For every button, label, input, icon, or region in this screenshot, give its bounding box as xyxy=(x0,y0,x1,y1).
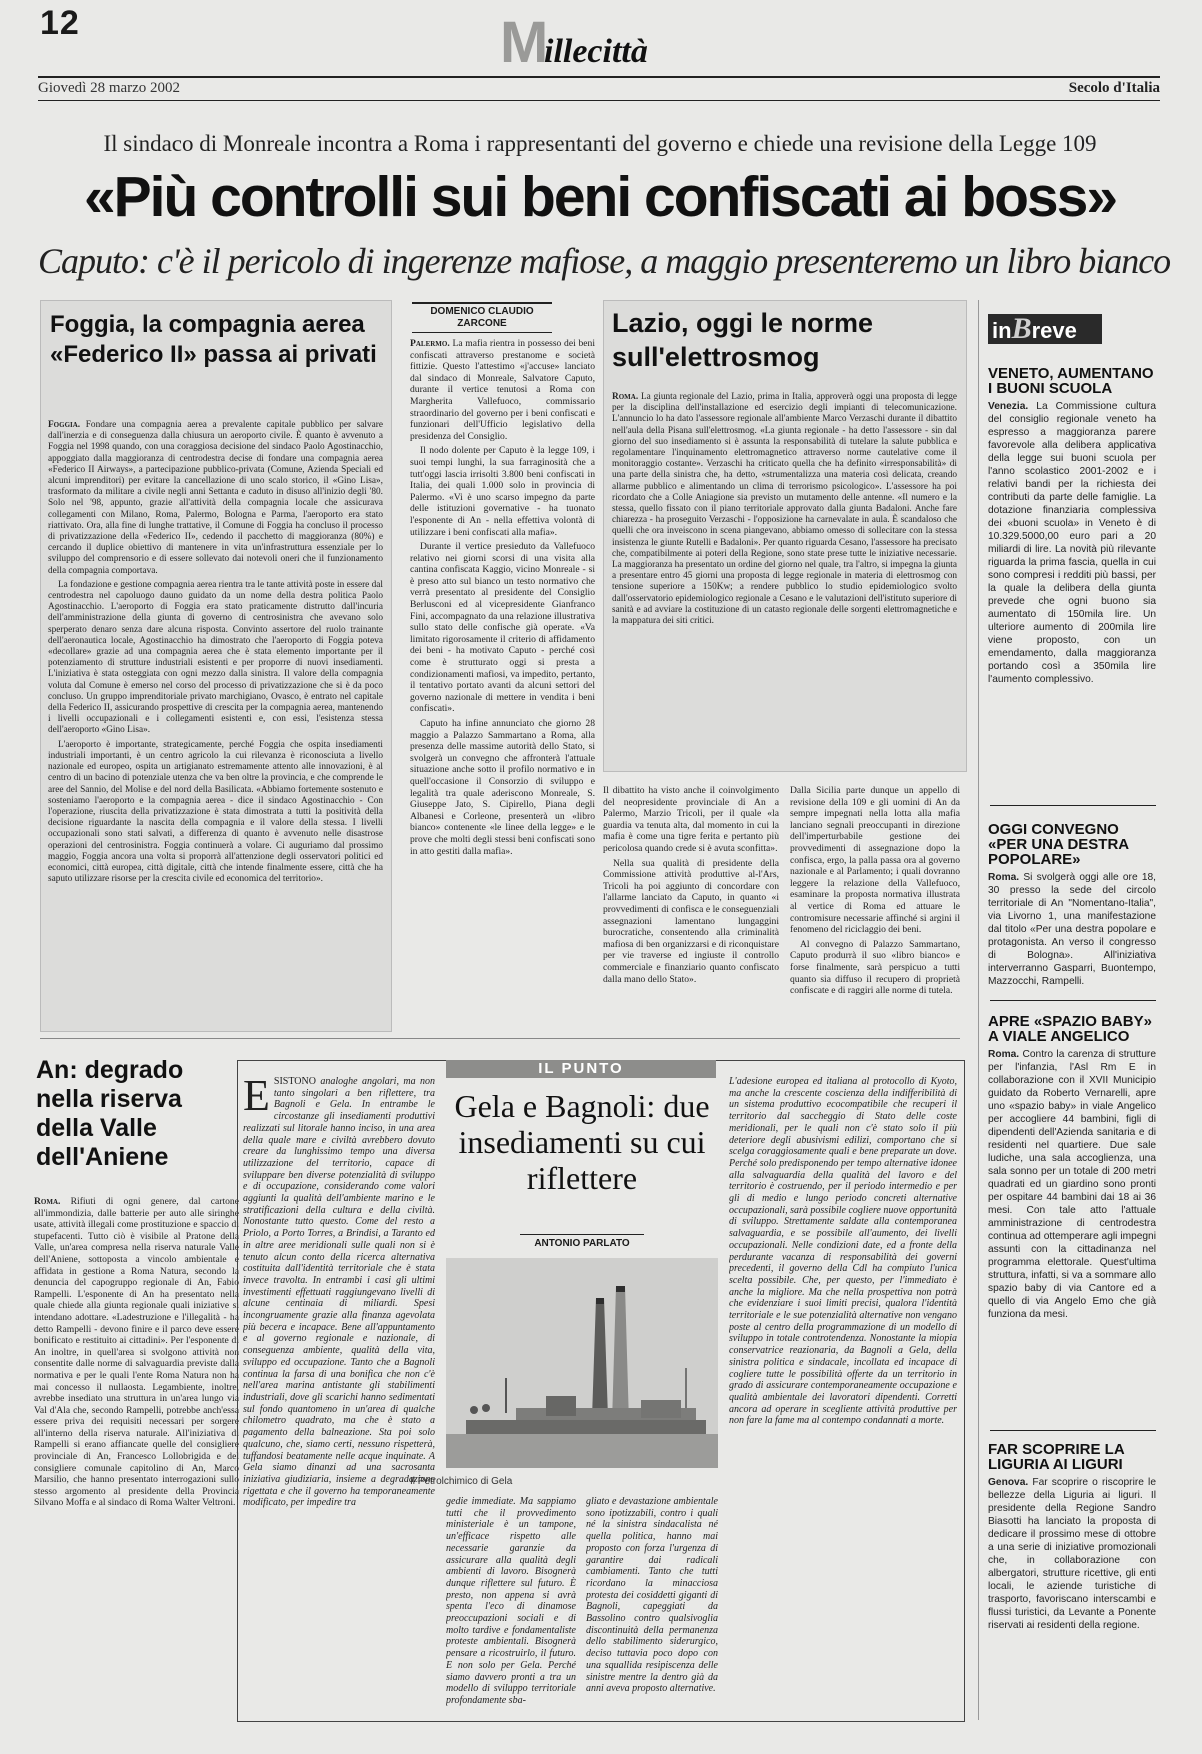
lead-byline: DOMENICO CLAUDIO ZARCONE xyxy=(412,302,552,333)
brief-divider-3 xyxy=(990,1430,1156,1431)
lead-cont-paragraph-4: Al convegno di Palazzo Sammartano, Caputo produrrà il suo «libro bianco» e forse finalmente, sarà perspicuo a tutti quanto sia diffuso il recupero di proprietà confiscate e di raggiri alle norme di tutela. xyxy=(790,938,960,997)
lazio-headline: Lazio, oggi le norme sull'elettrosmog xyxy=(612,308,874,372)
ilpunto-column-2 xyxy=(446,1496,576,1716)
ilpunto-lead-caps: SISTONO xyxy=(273,1076,316,1087)
lead-kicker: Il sindaco di Monreale incontra a Roma i rappresentanti del governo e chiede una revisione della Legge 109 xyxy=(103,131,1097,156)
section-name: illecittà xyxy=(544,33,648,70)
lead-cont-paragraph-2: Nella sua qualità di presidente della Commissione attività produttive al-l'Ars, Tricoli ha poi aggiunto di concordare con l'allarme lanciato da Caputo, in quanto «i provvedimenti di confisca e le conseguenziali assegnazioni lamentano lungaggini burocratiche, consentendo alla criminalità mafiosa di ben organizzarsi e di riconquistare per vie traverse ed ingiuste il controllo commerciale e finanziario quanto confiscato dalla mano dello Stato». xyxy=(603,857,779,985)
brief-divider-2 xyxy=(990,1000,1156,1001)
masthead-rule-top xyxy=(38,76,1160,78)
ilpunto-text-1: analoghe angolari, ma non tanto singolari a ben riflettere, tra Bagnoli e Gela. In entrambe le circostanze gli insediamenti produttivi realizzati sul litorale hanno inciso, in una area della quale mare e civiltà avrebbero dovuto creare da lunghissimo tempo una diversa utilizzazione del territorio, capace di sviluppare ben diverse potenzialità di sviluppo e di occupazione, considerando come valori aggiunti la qualità dell'ambiente marino e le stratificazioni della cultura e della civiltà. Nonostante tutto questo. Come del resto a Priolo, a Porto Torres, a Brindisi, a Taranto ed in altre aree meridionali sulle quali non si è tenuto alcun conto della ricerca alternativa costituita dall'identità territoriale che è stata invece travolta. In entrambi i casi gli ultimi investimenti effettuati raggiungevano livelli di alcune centinaia di miliardi. Spesi incongruamente grazie alla finanza agevolata più becera e incapace. Bene all'appuntamento e al governo regionale e nazionale, di conseguenza ambiente, qualità della vita, sviluppo ed occupazione. Tanto che a Bagnoli continua la farsa di una bonifica che non c'è nell'area marina antistante gli stabilimenti industriali, dove gli scarichi hanno sedimentati sul fondo quantomeno in un'area di qualche chilometro quadrato, ma che è stato a pagamento della balneazione. Sta poi solo qualcuno, che, siamo certi, nessuno rispetterà, tuffandosi beatamente nelle acque inquinate. A Gela siamo dinanzi ad una sacrosanta iniziativa giudiziaria, insieme a degradazione rigettata e che il governo ha temporaneamente modificato, per impedire tra xyxy=(243,1076,435,1509)
photo-caption: Il Petrolchimico di Gela xyxy=(410,1476,513,1487)
brief-spazio-baby-place: Roma. xyxy=(988,1049,1020,1060)
lead-cont-paragraph-3: Dalla Sicilia parte dunque un appello di revisione della 109 e gli uomini di An da sempre impegnati nella lotta alla mafia lanciano segnali preoccupanti in direzione dell'imperturbabile gestione dei provvedimenti di assegnazione dopo la confisca, ergo, la palla passa ora al governo nazionale e al Parlamento; i quali dovranno leggere la relazione della Vallefuoco, esaminare la proposta normativa illustrata al vertice di Roma ed attuare le contromisure necessarie affinché si argini il fenomeno del riciclaggio dei beni. xyxy=(790,785,960,936)
aniene-place: Roma. xyxy=(34,1196,61,1207)
ilpunto-text-3: gliato e devastazione ambientale sono ipotizzabili, contro i quali né la sinistra sindacalista né quella politica, hanno mai proposto con forza l'urgenza di garantire dai radicali cambiamenti. Tanto che tutti ricordano la minacciosa protesta dei cosiddetti giganti di Bagnoli, capeggiati da Bassolino contro qualsivoglia discontinuità della permanenza dello stabilimento siderurgico, deciso tuttavia poco dopo con una squallida resipiscenza delle sinistre mentre la dentro già da anni aveva proposto alternative. xyxy=(586,1496,718,1695)
brief-veneto-headline: VENETO, AUMENTANO I BUONI SCUOLA xyxy=(988,365,1154,397)
ilpunto-column-3 xyxy=(586,1496,718,1716)
lead-place: Palermo. xyxy=(410,338,450,349)
ilpunto-label: IL PUNTO xyxy=(446,1060,716,1078)
petrolchemical-photo xyxy=(446,1258,718,1468)
lead-column-1 xyxy=(410,338,595,1028)
brief-veneto xyxy=(988,366,1156,686)
brief-liguria-text: Far scoprire o riscoprire le bellezze della Liguria ai liguri. Il presidente della Regione Sandro Biasotti ha lanciato la proposta di dedicare il prossimo mese di ottobre a una serie di iniziative promozionali che, in collaborazione con albergatori, strutture ricettive, gli enti locali, le aziende turistiche di trasporto, favoriscano interscambi e flussi turistici, da Levante a Ponente riservati ai residenti della regione. xyxy=(988,1477,1156,1631)
section-initial: M xyxy=(500,10,549,75)
lead-paragraph-3: Durante il vertice presieduto da Vallefuoco relativo nei giorni scorsi di una visita alla cantina confiscata Kaggio, vicino Monreale - si è preso atto sul bianco un testo normativo che verrà presentato al presidente del Consiglio Berlusconi ed al vicepresidente Gianfranco Fini, accompagnato da una relazione illustrativa sullo stato delle confische già operate. «Va limitato rigorosamente il criterio di affidamento dei beni - ha motivato Caputo - perché così come è strutturato oggi si presta a condizionamenti mafiosi, va impedito, pertanto, il tentativo portato avanti da alcuni settori del governo nazionale di mettere in vendita i beni confiscati». xyxy=(410,541,595,715)
lazio-body xyxy=(612,392,957,762)
brief-liguria-headline: FAR SCOPRIRE LA LIGURIA AI LIGURI xyxy=(988,1441,1125,1473)
inbreve-prefix: in xyxy=(992,318,1012,343)
section-divider xyxy=(40,1038,960,1039)
lead-subheadline: Caputo: c'è il pericolo di ingerenze mafiose, a maggio presenteremo un libro bianco xyxy=(38,241,1171,281)
masthead-rule-bottom xyxy=(38,100,1160,101)
lazio-place: Roma. xyxy=(612,392,639,402)
page-number: 12 xyxy=(40,4,80,42)
brief-liguria xyxy=(988,1442,1156,1632)
lead-column-3 xyxy=(790,785,960,1030)
foggia-headline: Foggia, la compagnia aerea «Federico II» passa ai privati xyxy=(50,311,377,368)
brief-veneto-text: La Commissione cultura del consiglio regionale veneto ha espresso a maggioranza parere favorevole alla delibera applicativa della legge sui buoni scuola per l'anno scolastico 2001-2002 e i relativi bandi per la richiesta dei contributi da parte delle famiglie. La dotazione finanziaria complessiva dei «buoni scuola» in Veneto è di 10.329.5000,00 euro pari a 20 miliardi di lire. La novità più rilevante riguarda la prima fascia, quella in cui sono compresi i redditi più bassi, per la quale la delibera della giunta prevede che ogni buono sia aumentato di 150mila lire. Un ulteriore aumento di 200mila lire viene proposto, con un emendamento, dalla maggioranza portando così a 350mila lire l'aumento complessivo. xyxy=(988,401,1156,685)
inbreve-suffix: reve xyxy=(1031,318,1077,343)
ilpunto-byline-rule xyxy=(520,1234,644,1235)
brief-destra xyxy=(988,822,1156,988)
ilpunto-text-4: L'adesione europea ed italiana al protocollo di Kyoto, ma anche la crescente coscienza della indifferibilità di un sistema produttivo ecocompatibile che recuperi il territorio dal saccheggio di Stato delle coste meridionali, per le quali non c'è stato solo il più deteriore degli abusivismi edilizi, comportano che si scelga coraggiosamente quali e bene preparate un dove. Perché solo predisponendo per tempo alternative idonee alla salvaguardia della qualità del lavoro e del territorio è costruendo, per il periodo intermedio e per gli di medio e lungo periodo concreti alternative occupazionali, sarà possibile cogliere nuove opportunità di sviluppo. Strettamente saldate alla contemporanea salvaguardia, e se possibile all'aumento, dei livelli occupazionali. Nelle condizioni date, ed a fronte della perdurante vacanza di responsabilità dei governi precedenti, il governo della Cdl ha compiuto l'unica scelta possibile. Che, per questo, per l'immediato è anche la migliore. Ma che nella prospettiva non potrà che evidenziare i suoi limiti precisi, qualora l'identità territoriale e le sue potenzialità alternative non vengano poste al centro della programmazione di un modello di sviluppo in totale controtendenza. Nonostante la miopia conservatrice reazionaria, da Bagnoli a Gela, della sinistra politica e sindacale, incollata ed incapace di cogliere tutte le possibilità offerte da un territorio in grado di assicurare contemporaneamente occupazione e qualità ambientale dei lavoratori dipendenti. Corretti ancora ad operare in scegliente attività produttive per non fare la fame ma al contempo condannati a morte. xyxy=(729,1076,957,1427)
inbreve-letter: B xyxy=(1011,312,1032,345)
foggia-paragraph-3: L'aeroporto è importante, strategicamente, perché Foggia che ospita insediamenti industriali importanti, è un centro agricolo la cui rilevanza è riconosciuta a livello nazionale ed europeo, ospita un artigianato estremamente attento alle innovazioni, è al centro di un bacino di potenziale utenza che va ben oltre la provincia, e che comprende le aree del Sannio, del Molise e del nord della Basilicata. «Abbiamo fortemente sostenuto e sosteniamo l'aeroporto e la compagnia aerea - dice il sindaco Agostinacchio - Con l'operazione, riuscita della privatizzazione è stata dimostrata a tutti la positività della decisione riguardante la nascita della compagnia e il valore della stessa. I livelli occupazionali sono stati salvati, a differenza di quanto è avvenuto nelle disastrose operazioni del centrosinistra. Foggia continuerà a volare. Ci auguriamo dal prossimo maggio, Foggia ancora una volta si proporrà all'attenzione degli osservatori politici ed economici, città europea, città digitale, città che intende finalmente essere, città che ha saputo utilizzare risorse per la crescita civile ed economica del territorio». xyxy=(48,739,383,885)
aniene-body xyxy=(34,1196,239,1696)
lead-paragraph-1: La mafia rientra in possesso dei beni confiscati attraverso prestanome e società fittizie. Questo l'attestimo «j'accuse» lanciato dal sindaco di Monreale, Salvatore Caputo, durante il vertice tenutosi a Roma con Margherita Vallefuoco, commissario straordinario del governo per i beni confiscati e funzionari dell'Ufficio legislativo della presidenza del Consiglio. xyxy=(410,338,595,442)
brief-spazio-baby xyxy=(988,1014,1156,1321)
brief-destra-place: Roma. xyxy=(988,872,1020,883)
brief-veneto-place: Venezia. xyxy=(988,401,1029,412)
ilpunto-byline: ANTONIO PARLATO xyxy=(534,1238,630,1249)
ilpunto-headline: Gela e Bagnoli: due insediamenti su cui riflettere xyxy=(454,1088,710,1196)
lead-paragraph-2: Il nodo dolente per Caputo è la legge 109, i suoi tempi lunghi, la sua farraginosità che a tutt'oggi lascia irrisolti 3.800 beni confiscati in Italia, dei quali 1.000 solo in provincia di Palermo. «Vi è uno scarso impegno da parte delle istituzioni governative - ha tuonato l'esponente di An - nella effettiva volontà di utilizzare i beni confiscati alla mafia». xyxy=(410,445,595,538)
issue-date: Giovedì 28 marzo 2002 xyxy=(38,80,181,96)
aniene-paragraph-1: Rifiuti di ogni genere, dal cartone all'immondizia, dalle batterie per auto alle siringhe usate, attività illegali come prostituzione e spaccio di stupefacenti. Tutto ciò è visibile al Pratone della Valle, un'area compresa nella riserva naturale Valle dell'Aniene, sottoposta a vincolo ambientale e affidata in gestione a Roma Natura, secondo la denuncia del capogruppo regionale di An, Fabio Rampelli. L'esponente di An ha presentato nella quale chiede alla giunta regionale quali iniziative si intendano adottare. «Ladestruzione e l'illegalità - ha detto Rampelli - devono finire e il parco deve essere bonificato e restituito ai cittadini». Per l'esponente di An inoltre, in quell'area si svolgono attività non consentite dalle norme di salvaguardia previste dalla normativa e per le quali l'ente Roma Natura non ha mai concesso il nullaosta. Legambiente, inoltre, avrebbe insediato una struttura in un'area lungo via Val d'Ala che, secondo Rampelli, potrebbe anch'essa essere priva dei requisiti necessari per sorgere all'interno della riserva naturale. All'iniziativa di Rampelli si erano affiancate quelle del consigliere provinciale di An, Francesco Lollobrigida e del consigliere comunale capitolino di An, Marco Marsilio, che hanno presentato interrogazioni sullo stesso argomento al presidente della Provincia Silvano Moffa e al sindaco di Roma Walter Veltroni. xyxy=(34,1196,239,1509)
foggia-place: Foggia. xyxy=(48,420,81,430)
brief-spazio-baby-text: Contro la carenza di strutture per l'infanzia, l'Asl Rm E in collaborazione con il XVII Municipio guidato da Roberto Vernarelli, apre uno «spazio baby» in viale Angelico per accogliere 44 bambini, figli di dipendenti dell'Azienda sanitaria e di residenti nel quartiere. Due sale ludiche, una sala accoglienza, una sala sonno per un totale di 200 metri quadrati ed un giardino sono pronti per ospitare 44 bambini dai 18 ai 36 mesi. Con tale atto l'attuale amministrazione di centrodestra continua ad ottemperare agli impegni assunti con la cittadinanza nel programma elettorale. Quest'ultima struttura, infatti, si va a sommare allo spazio baby di via Cantore ed a quello di via Angelo Emo che già funziona da mesi. xyxy=(988,1049,1156,1320)
foggia-paragraph-1: Fondare una compagnia aerea a prevalente capitale pubblico per salvare dall'inerzia e di conseguenza dalla chiusura un aeroporto civile. È quanto è avvenuto a Foggia nel 1998 quando, con una coraggiosa decisione del sindaco Paolo Agostinacchio, appoggiato dalla maggioranza di centrodestra decise di fondare una compagnia aerea «Federico II Airways», a partecipazione pubblico-privata (Comune, Azienda Speciali ed alcuni imprenditori) per evitare la cancellazione di uno scalo storico, il «Gino Lisa», trasformato da militare a civile negli anni Settanta e caduto in disuso all'inizio degli '80. Solo nel '98, appunto, grazie all'attività della compagnia locale che assicurava collegamenti con Milano, Roma, Palermo, Bologna e Parma, l'aeroporto era stato riattivato. Ora, alla fine di lunghe trattative, il Comune di Foggia ha concluso il processo di privatizzazione della «Federico II», cedendo il pacchetto di maggioranza (80%) e cercando il duplice obiettivo di mantenere in vita un'infrastruttura essenziale per lo sviluppo del comprensorio e di essere sollevato dai notevoli oneri che il funzionamento della compagnia comportava. xyxy=(48,420,383,576)
industrial-plant-illustration xyxy=(446,1258,718,1468)
ilpunto-column-4 xyxy=(729,1076,957,1716)
lead-cont-paragraph-1: Il dibattito ha visto anche il coinvolgimento del neopresidente provinciale di An a Palermo, Marzio Tricoli, per il quale «la guardia va tenuta alta, dal momento in cui la mafia è come una tigre ferita e pertanto più pericolosa quando crede si è avuta sconfitta». xyxy=(603,785,779,854)
aniene-headline: An: degrado nella riserva della Valle dell'Aniene xyxy=(36,1056,184,1171)
lead-paragraph-4: Caputo ha infine annunciato che giorno 28 maggio a Palazzo Sammartano a Roma, alla presenza delle massime autorità dello Stato, si svolgerà un convegno che affronterà l'attuale situazione anche sotto il profilo normativo e in quell'occasione il Consorzio di sviluppo e legalità tra quale aderiscono Monreale, S. Giuseppe Jato, S. Cipirello, Piana degli Albanesi e Corleone, presenterà un «libro bianco» contenente «le linee della legge» e le prove che molti degli stessi beni confiscati sono in atto gestiti dalla mafia». xyxy=(410,718,595,857)
foggia-paragraph-2: La fondazione e gestione compagnia aerea rientra tra le tante attività poste in essere dal centrodestra nel capoluogo dauno guidato da un nome della destra politica Paolo Agostinacchio. L'aeroporto di Foggia era stato praticamente distrutto dall'incuria dell'amministrazione della giunta di governo di centrosinistra che avevano solo sperperato denaro senza dare alcuna risposta. Convinto assertore del ruolo trainante dell'aeronautica locale, Agostinacchio ha dimostrato che l'aeroporto di Foggia poteva «decollare» grazie ad una compagnia aerea che è stata elemento importante per il potenziamento di strutture industriali esistenti e per proporre di nuovi insediamenti. L'iniziativa è stata osteggiata con ogni mezzo dalla sinistra. Il valore della compagnia voluta dal Comune è emerso nel corso del processo di privatizzazione che si è da poco concluso. Un gruppo imprenditoriale privato marchigiano, Ovasco, è entrato nel capitale della Federico II, assicurando prospettive di crescita per la compagnia aerea, mantenendo i livelli occupazionali e i collegamenti esistenti e, con essi, l'esistenza stessa dell'aeroporto «Gino Lisa». xyxy=(48,579,383,736)
newspaper-name: Secolo d'Italia xyxy=(1068,80,1160,96)
brief-destra-headline: OGGI CONVEGNO «PER UNA DESTRA POPOLARE» xyxy=(988,821,1129,868)
lead-column-2 xyxy=(603,785,779,1030)
brief-liguria-place: Genova. xyxy=(988,1477,1029,1488)
inbreve-logo xyxy=(988,314,1102,344)
brief-divider-1 xyxy=(990,805,1156,806)
brief-spazio-baby-headline: APRE «SPAZIO BABY» A VIALE ANGELICO xyxy=(988,1013,1152,1045)
ilpunto-column-1 xyxy=(243,1076,435,1716)
ilpunto-text-2: gedie immediate. Ma sappiamo tutti che il provvedimento ministeriale è un tampone, un'efficace rispetto alle necessarie garanzie da assicurare alla qualità degli ambienti di lavoro. Bisognerà dunque riflettere sul futuro. È presto, non appena si avrà spenta l'eco di dinamose preoccupazioni sociali e di molto tardive e fondamentaliste proteste ambientali. Bisognerà pensare a ricostruirlo, il futuro. E non solo per Gela. Perché siamo davvero pronti a tra un modello di sviluppo territoriale profondamente sba- xyxy=(446,1496,576,1706)
ilpunto-dropcap: E xyxy=(243,1076,270,1120)
lazio-paragraph-1: La giunta regionale del Lazio, prima in Italia, approverà oggi una proposta di legge per la disciplina dell'installazione ed esercizio degli impianti di telecomunicazione. L'annuncio lo ha dato l'assessore regionale all'ambiente Marco Verzaschi durante il dibattito nell'aula della Pisana sull'elettrosmog. «La giunta regionale - ha detto l'assessore - sin dal giorno del suo insediamento si è assunta la responsabilità di tutelare la salute pubblica e regolamentare l'inquinamento elettromagnetico attraverso norme cautelative come il monitoraggio costante». Verzaschi ha criticato quella che ha definito «irresponsabilità» di una parte della sinistra che, ha detto, «strumentalizza una materia così delicata, creando allarme pubblico e alimentando un clima di terrorismo psicologico». L'assessore ha poi ricordato che a Colle Aniagione sia previsto un mutamento delle antenne. «Il numero e la stessa, quello fissato con il piano territoriale approvato dalla giunta Badaloni. Anche fare chiarezza - ha proseguito Verzaschi - l'opposizione ha carnevalate in aula. È scandaloso che quelli che ora inveiscono in scena piangevano, abbiamo omesso di sollecitare con la stessa insistenza le giunte Rutelli e Badaloni». Per quanto riguarda Cesano, l'assessore ha precisato che, compatibilmente ai poteri della Regione, sono state prese tutte le iniziative necessarie. La maggioranza ha presentato un ordine del giorno nel quale, tra l'altro, si impegna la giunta a presentare entro 45 giorni una proposta di legge regionale in materia di elettrosmog con tensione superiore a 150Kw; a rendere pubblico lo studio epidemiologico svolto dall'osservatorio epidemiologico regionale a Cesano e le valutazioni dell'istituto superiore di sanità e ad avviare la costituzione di un catasto regionale delle sorgenti elettromagnetiche e la mappatura dei siti critici. xyxy=(612,392,957,627)
foggia-body xyxy=(48,420,383,1025)
brief-destra-text: Si svolgerà oggi alle ore 18, 30 presso la sede del circolo territoriale di An "Nomentano-Italia", via Livorno 1, una manifestazione dal titolo «Per una destra popolare e protagonista. An verso il congresso di Bologna». All'iniziativa interverranno Gasparri, Buontempo, Mazzocchi, Rampelli. xyxy=(988,872,1156,987)
section-logo xyxy=(500,10,720,75)
lead-headline: «Più controlli sui beni confiscati ai boss» xyxy=(83,165,1117,229)
